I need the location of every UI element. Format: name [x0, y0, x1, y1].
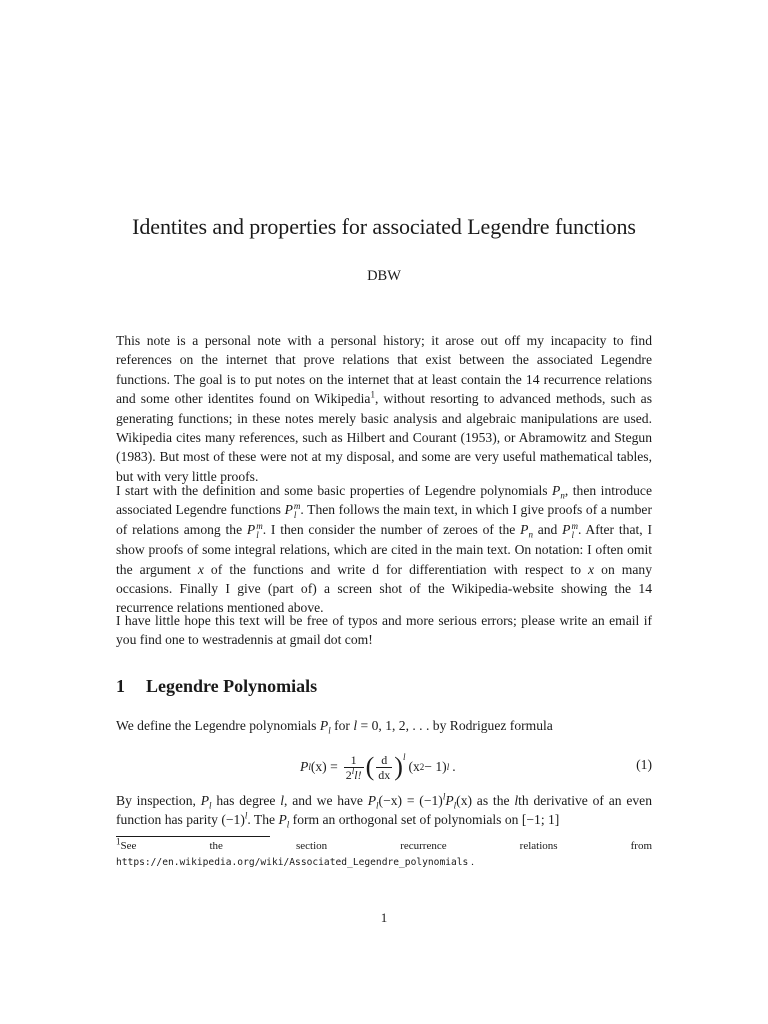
text-run: has degree: [211, 793, 281, 808]
math-symbol: l: [280, 793, 285, 808]
math-superscript: l: [442, 791, 446, 802]
text-run: , then introduce associated Legendre functions: [116, 483, 652, 518]
abstract-paragraph-1: [116, 331, 652, 486]
text-run: This note is a personal note with a personal history; it arose out off my incapacity to find references on the internet that prove relations that exist between the associated Legendre functions. The goal is to put notes on the internet that at least contain the 14 recurrence relations and some other identites found on Wikipedia: [116, 333, 652, 407]
math-symbol: P: [300, 759, 309, 774]
page-number: 1: [380, 910, 388, 925]
math-text: .: [452, 759, 456, 774]
text-run: of the functions and write d for differentiation with respect to: [203, 561, 589, 577]
math-symbol: l: [514, 793, 519, 808]
section-intro-paragraph: [116, 716, 652, 735]
text-run: We define the Legendre polynomials: [116, 718, 320, 733]
left-paren: (: [365, 752, 375, 781]
math-symbol: x: [197, 561, 204, 577]
math-superscript: m: [571, 521, 578, 532]
math-symbol: P: [367, 793, 377, 808]
math-subscript: l: [293, 510, 297, 521]
section-number: 1: [116, 676, 125, 696]
footnote-text: See the section recurrence relations from: [120, 840, 652, 852]
text-run: . After that, I show proofs of some integral relations, which are cited in the main text. On notation: I often omit the argument: [116, 522, 652, 577]
math-symbol: P: [284, 502, 293, 518]
text-run: . Then follows the main text, in which I give proofs of a number of relations among the: [116, 502, 652, 538]
math-subscript: l: [286, 820, 290, 831]
math-superscript: l: [244, 810, 248, 821]
math-symbol: P: [562, 522, 571, 538]
fraction-one-over-factor: [344, 753, 364, 782]
math-text: l!: [354, 767, 362, 782]
document-title: Identites and properties for associated Legendre functions: [132, 214, 636, 239]
math-superscript: m: [293, 501, 301, 512]
math-subscript: l: [376, 800, 379, 811]
footnote-url-link[interactable]: https://en.wikipedia.org/wiki/Associated_Legendre_polynomials: [116, 857, 469, 868]
equation-number: (1): [636, 757, 652, 772]
math-subscript: l: [328, 725, 331, 736]
text-run: , without resorting to advanced methods, such as generating functions; in these notes merely basic analysis and algebraic manipulations are used. Wikipedia cites many references, such as Hilbert and Courant (1953), or Abramowitz and Stegun (1983). But most of these were not at my disposal, and some are very useful mathematical tables, but with very little proofs.: [116, 391, 652, 484]
right-paren: ): [394, 752, 403, 781]
equation-formula: P l (x) = $\frac{1}{2^ll!}$ ( $\frac{d}{dx}$ ) $^l$ (x 2 − 1) l .: [300, 752, 456, 782]
text-run: By inspection,: [116, 793, 201, 808]
section-paragraph-2: [116, 791, 652, 830]
math-text: (x: [408, 759, 420, 774]
section-heading: [116, 676, 317, 697]
text-run: I start with the definition and some basic properties of Legendre polynomials: [116, 483, 553, 498]
abstract-paragraph-2: [116, 481, 652, 618]
text-run: (−x) = (−1): [378, 793, 443, 808]
math-subscript: n: [560, 490, 565, 501]
text-run: = 0, 1, 2, . . . by Rodriguez formula: [357, 718, 553, 733]
math-subscript: l: [256, 530, 259, 541]
fraction-numerator: 1: [350, 752, 357, 767]
fraction-denominator: dx: [378, 767, 391, 782]
text-run: and: [532, 522, 563, 538]
footnote-end: .: [468, 856, 474, 868]
math-subscript: l: [453, 800, 457, 811]
fraction-denominator: [344, 765, 364, 782]
footnote-rule: [116, 836, 270, 837]
text-run: for: [330, 718, 354, 733]
footnote: [116, 838, 652, 871]
math-symbol: P: [200, 793, 210, 808]
math-symbol: x: [588, 561, 595, 577]
math-symbol: P: [319, 718, 329, 733]
text-run: form an orthogonal set of polynomials on [−1; 1]: [289, 812, 560, 828]
math-symbol: P: [278, 812, 287, 828]
fraction-numerator: d: [381, 752, 388, 767]
footnote-marker: 1: [370, 389, 375, 400]
abstract-paragraph-3: I have little hope this text will be free of typos and more serious errors; please write an email if you find one to westradennis at gmail dot com!: [116, 613, 652, 648]
math-text: 2: [345, 767, 352, 782]
text-run: on many occasions. Finally I give (part of) a screen shot of the Wikipedia-website showing the 14 recurrence relations mentioned above.: [116, 561, 653, 616]
text-run: th derivative of an even function has parity (−1): [116, 793, 652, 828]
math-superscript: m: [256, 521, 263, 532]
math-text: (x) =: [310, 759, 338, 774]
author-name: DBW: [367, 268, 401, 284]
math-subscript: l: [209, 800, 212, 811]
math-symbol: P: [552, 483, 561, 498]
math-symbol: P: [445, 793, 454, 808]
math-subscript: l: [571, 530, 574, 541]
math-symbol: P: [246, 522, 256, 538]
fraction-derivative: [376, 753, 392, 782]
text-run: , and we have: [284, 793, 368, 808]
footnote-marker: 1: [116, 836, 121, 847]
text-run: . The: [247, 812, 279, 828]
rodriguez-equation: [116, 745, 652, 789]
math-superscript: l: [351, 765, 355, 776]
math-text: − 1): [424, 759, 447, 774]
math-symbol: P: [520, 522, 529, 538]
text-run: . I then consider the number of zeroes of the: [262, 522, 521, 538]
section-title: Legendre Polynomials: [146, 676, 318, 696]
math-symbol: l: [353, 718, 358, 733]
math-subscript: n: [528, 530, 533, 540]
text-run: (x) as the: [456, 793, 515, 808]
